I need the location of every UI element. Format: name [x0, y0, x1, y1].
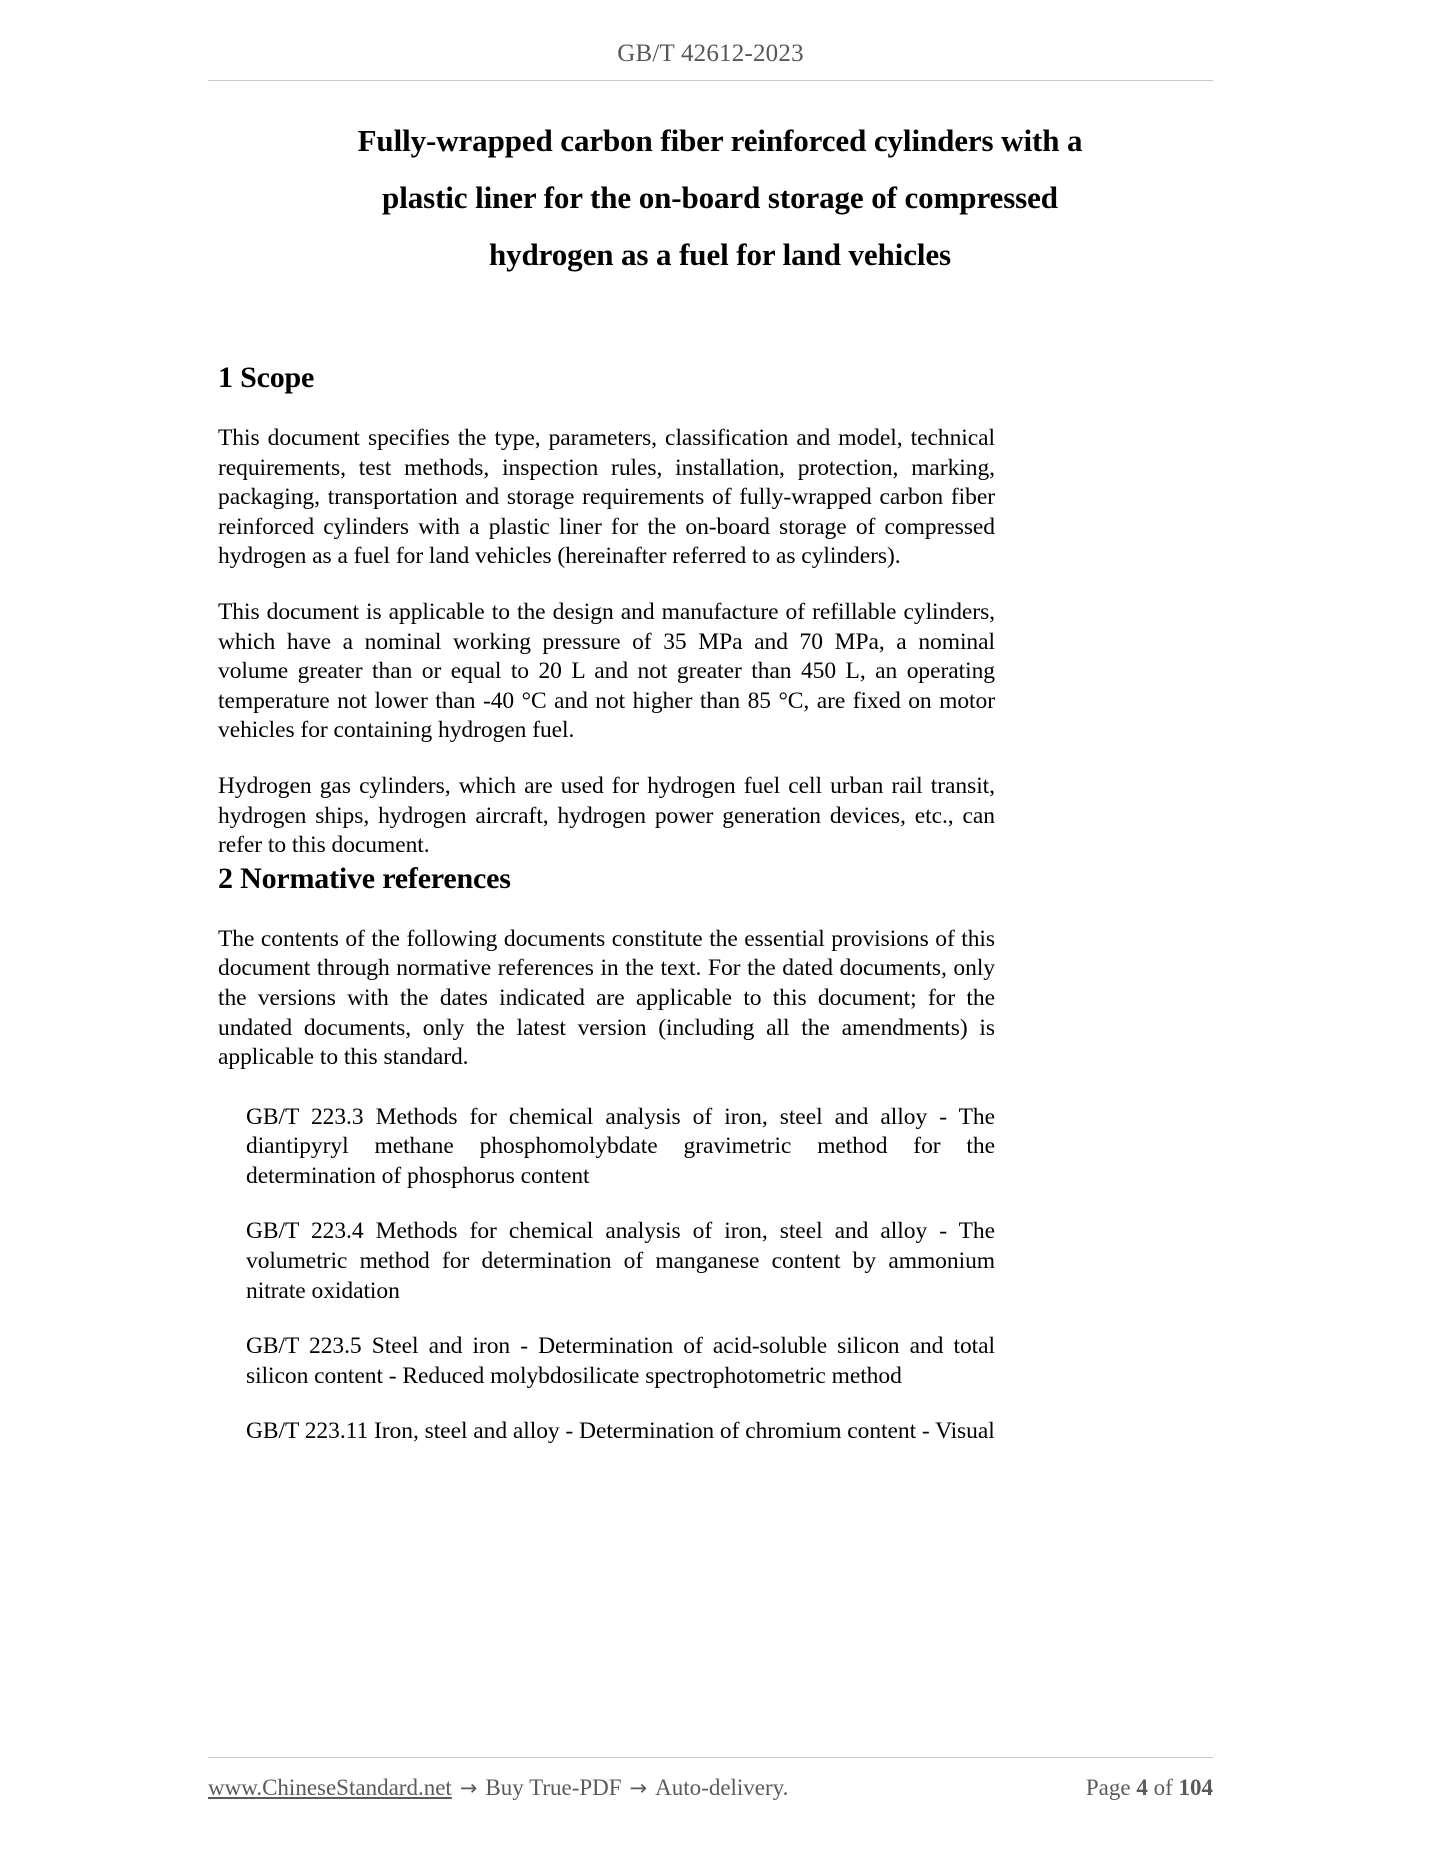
footer-promo-buy-true-pdf: Buy True-PDF	[485, 1775, 622, 1800]
section-heading-normative-references: 2 Normative references	[218, 861, 511, 895]
section-heading-scope: 1 Scope	[218, 361, 315, 394]
document-title	[215, 112, 1225, 283]
document-body	[218, 360, 995, 1447]
of-label: of	[1153, 1775, 1173, 1800]
footer-promo	[208, 1775, 788, 1801]
normative-reference-list	[218, 1103, 995, 1447]
page-label: Page	[1085, 1775, 1131, 1800]
reference-item: GB/T 223.4 Methods for chemical analysis of iron, steel and alloy - The volumetric method for determination of manganese content by ammonium nitrate oxidation	[246, 1218, 995, 1304]
scope-paragraph-2: This document is applicable to the design and manufacture of refillable cylinders, which have a nominal working pressure of 35 MPa and 70 MPa, a nominal volume greater than or equal to 20 L and not greater than 450 L, an operating temperature not lower than -40 °C and not higher than 85 °C, are fixed on motor vehicles for containing hydrogen fuel.	[218, 598, 995, 744]
reference-item: GB/T 223.3 Methods for chemical analysis of iron, steel and alloy - The diantipyryl methane phosphomolybdate gravimetric method for the determination of phosphorus content	[246, 1103, 995, 1189]
total-page-count: 104	[1178, 1775, 1213, 1800]
footer-promo-auto-delivery: Auto-delivery.	[655, 1775, 789, 1800]
current-page-number: 4	[1136, 1775, 1148, 1800]
page-number-indicator	[1086, 1775, 1213, 1801]
arrow-right-icon: →	[459, 1776, 478, 1800]
scope-paragraph-1: This document specifies the type, parameters, classification and model, technical requirements, test methods, inspection rules, installation, protection, marking, packaging, transportation and storage requirements of fully-wrapped carbon fiber reinforced cylinders with a plastic liner for the on-board storage of compressed hydrogen as a fuel for land vehicles (hereinafter referred to as cylinders).	[218, 425, 995, 570]
document-title-line-3: hydrogen as a fuel for land vehicles	[488, 237, 951, 272]
page-footer	[208, 1768, 1213, 1808]
scope-paragraph-3: Hydrogen gas cylinders, which are used for hydrogen fuel cell urban rail transit, hydrogen ships, hydrogen aircraft, hydrogen power generation devices, etc., can refer to this document.	[218, 772, 995, 859]
running-header-standard-number: GB/T 42612-2023	[617, 40, 804, 67]
reference-item: GB/T 223.11 Iron, steel and alloy - Determination of chromium content - Visual	[246, 1418, 995, 1445]
footer-divider	[208, 1757, 1213, 1758]
document-title-line-2: plastic liner for the on-board storage of compressed	[382, 180, 1058, 215]
header-divider	[208, 80, 1213, 81]
normative-references-intro: The contents of the following documents constitute the essential provisions of this document through normative references in the text. For the dated documents, only the versions with the dates indicated are applicable to this document; for the undated documents, only the latest version (including all the amendments) is applicable to this standard.	[218, 925, 995, 1071]
arrow-right-icon: →	[629, 1776, 648, 1800]
footer-website-link[interactable]: www.ChineseStandard.net	[208, 1775, 452, 1800]
document-title-line-1: Fully-wrapped carbon fiber reinforced cylinders with a	[357, 123, 1083, 158]
reference-item: GB/T 223.5 Steel and iron - Determination of acid-soluble silicon and total silicon content - Reduced molybdosilicate spectrophotometric method	[246, 1333, 995, 1389]
